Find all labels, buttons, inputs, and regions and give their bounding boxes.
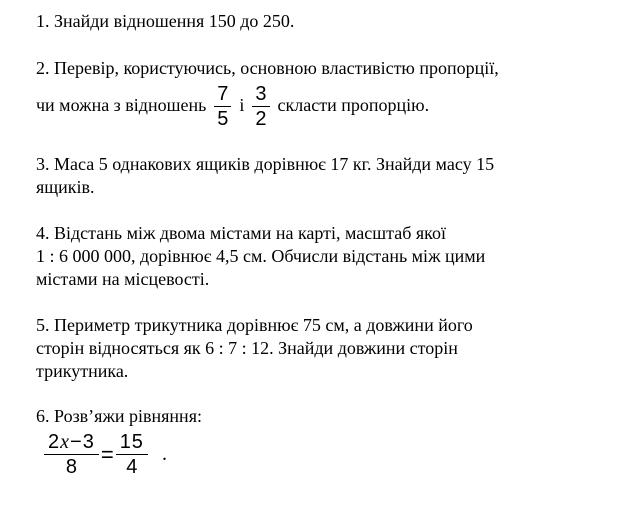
equation-right-fraction (116, 430, 148, 479)
equation-left-numerator (44, 430, 99, 455)
task-2 (36, 57, 596, 130)
task-5-line-1: 5. Периметр трикутника дорівнює 75 см, а довжини його (36, 315, 473, 335)
equation-left-fraction (44, 430, 99, 479)
task-1-text: 1. Знайди відношення 150 до 250. (36, 11, 295, 31)
fraction-numerator: 3 (252, 82, 269, 107)
task-6 (36, 405, 596, 428)
fraction-denominator: 2 (255, 108, 267, 131)
fraction-7-5 (214, 82, 231, 131)
fraction-3-2 (252, 82, 269, 131)
equation-left-denominator: 8 (65, 455, 77, 478)
coefficient: 2 (48, 430, 61, 453)
fraction-denominator: 5 (217, 108, 229, 131)
task-4-line-1: 4. Відстань між двома містами на карті, масштаб якої (36, 223, 446, 243)
task-2-line-2-before: чи можна з відношень (36, 95, 207, 115)
task-2-conjunction: і (239, 95, 245, 115)
task-4 (36, 222, 596, 291)
task-3 (36, 153, 596, 199)
task-3-line-1: 3. Маса 5 однакових ящиків дорівнює 17 кг. Знайди масу 15 (36, 154, 495, 174)
task-3-line-2: ящиків. (36, 177, 95, 197)
task-4-line-3: містами на місцевості. (36, 269, 210, 289)
equation-period: . (161, 442, 167, 465)
equation-right-numerator: 15 (116, 430, 148, 455)
equation (44, 428, 167, 480)
equals-sign: = (100, 441, 114, 467)
variable-x: x (60, 430, 71, 453)
task-1 (36, 10, 596, 33)
task-4-line-2: 1 : 6 000 000, дорівнює 4,5 см. Обчисли відстань між цими (36, 246, 486, 266)
task-5-line-3: трикутника. (36, 361, 129, 381)
task-2-line-2 (36, 80, 596, 130)
task-5-line-2: сторін відносяться як 6 : 7 : 12. Знайди довжини сторін (36, 338, 458, 358)
task-6-text: 6. Розв’яжи рівняння: (36, 406, 202, 426)
task-5 (36, 314, 596, 383)
fraction-numerator: 7 (214, 82, 231, 107)
task-2-line-2-after: скласти пропорцію. (277, 95, 430, 115)
task-2-line-1: 2. Перевір, користуючись, основною властивістю пропорції, (36, 58, 499, 78)
constant: −3 (70, 430, 95, 453)
equation-right-denominator: 4 (126, 455, 138, 478)
